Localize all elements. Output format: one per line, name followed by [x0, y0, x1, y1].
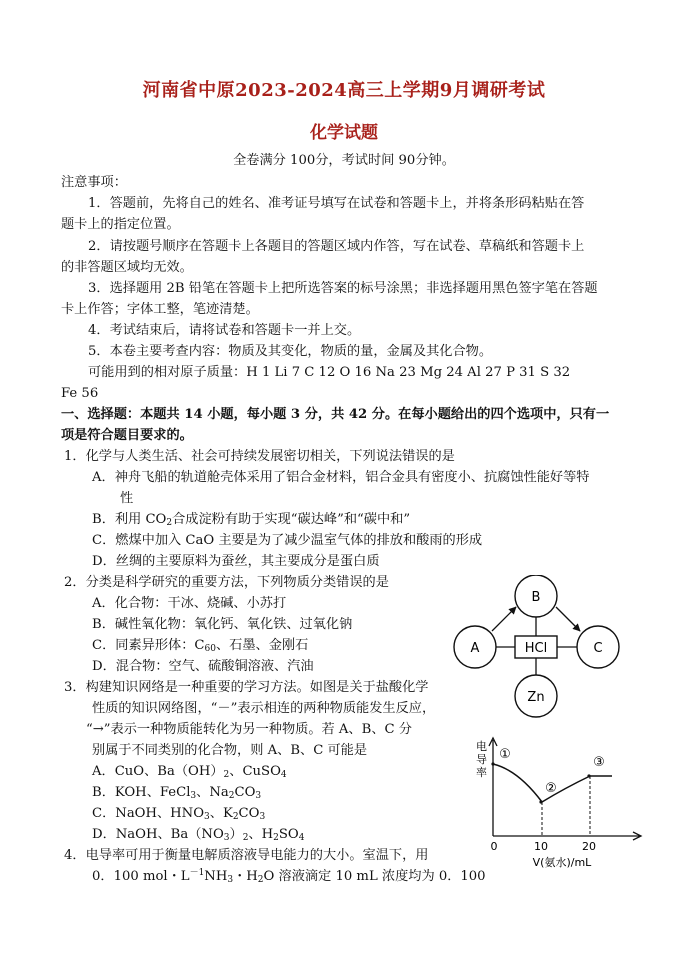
node-c-label: C [593, 641, 603, 656]
data-point-label-3: ③ [593, 755, 605, 770]
question-2-option-a: A．化合物：干冰、烧碱、小苏打 [92, 596, 287, 611]
node-a-label: A [470, 641, 480, 656]
question-1-option-a-line-2: 性 [120, 491, 134, 506]
question-3-option-c: C．NaOH、$HNO_3$、$K_2CO_3$ [92, 806, 266, 822]
section-1-heading-line-1: 一、选择题：本题共 14 小题，每小题 3 分，共 42 分。在每小题给出的四个选项中，只有一 [61, 407, 610, 422]
question-2-option-b: B．碱性氧化物：氧化钙、氧化铁、过氧化钠 [92, 617, 353, 632]
note-3-line-1: 3．选择题用 2B 铅笔在答题卡上把所选答案的标号涂黑；非选择题用黑色签字笔在答题 [88, 281, 598, 296]
arrow-b-to-c [556, 607, 580, 631]
section-1-heading-line-2: 项是符合题目要求的。 [61, 428, 193, 443]
arrow-a-to-b [492, 607, 516, 631]
question-3-option-b: B．KOH、FeCl$_3$、$Na_2CO_3$ [92, 785, 262, 801]
question-3-stem-line-3: “→”表示一种物质能转化为另一种物质。若 A、B、C 分 [86, 722, 412, 737]
note-2-line-1: 2．请按题号顺序在答题卡上各题目的答题区域内作答，写在试卷、草稿纸和答题卡上 [88, 239, 585, 254]
x-axis-label: V(氨水)/mL [532, 856, 592, 869]
node-zn-label: Zn [527, 690, 545, 705]
y-axis-label-char-3: 率 [476, 766, 487, 779]
note-1-line-1: 1．答题前，先将自己的姓名、准考证号填写在试卷和答题卡上，并将条形码粘贴在答 [88, 196, 585, 211]
notes-heading: 注意事项： [61, 175, 127, 190]
question-3-stem-line-4: 别属于不同类别的化合物，则 A、B、C 可能是 [92, 743, 368, 758]
note-2-line-2: 的非答题区域均无效。 [61, 260, 193, 275]
hcl-label: HCl [524, 641, 548, 656]
question-3-option-a: A．CuO、$Ba(OH)_2$、CuSO$_4$ [92, 764, 287, 780]
question-2-option-d: D．混合物：空气、硫酸铜溶液、汽油 [92, 659, 314, 674]
question-3-stem-line-2: 性质的知识网络图，“－”表示相连的两种物质能发生反应， [92, 701, 436, 716]
exam-info: 全卷满分 100分，考试时间 90分钟。 [233, 153, 455, 168]
data-point-label-1: ① [499, 747, 511, 762]
question-1-option-b: B．利用 $CO_2$合成淀粉有助于实现“碳达峰”和“碳中和” [92, 512, 411, 528]
note-3-line-2: 卡上作答；字体工整，笔迹清楚。 [61, 302, 259, 317]
data-point-2 [539, 800, 542, 803]
y-axis-label-char-2: 导 [476, 753, 487, 766]
question-1-stem: 1．化学与人类生活、社会可持续发展密切相关，下列说法错误的是 [64, 449, 455, 464]
atomic-masses-line-2: Fe 56 [61, 386, 99, 401]
data-point-3 [587, 774, 590, 777]
exam-title: 河南省中原2023-2024高三上学期9月调研考试 [142, 80, 546, 101]
question-1-option-c: C．燃煤中加入 CaO 主要是为了减少温室气体的排放和酸雨的形成 [92, 533, 483, 548]
x-tick-label-20: 20 [582, 840, 596, 853]
question-2-stem: 2．分类是科学研究的重要方法，下列物质分类错误的是 [64, 575, 389, 590]
data-point-1 [491, 762, 494, 765]
conductivity-chart [470, 732, 655, 872]
y-axis-label-char-1: 电 [476, 740, 487, 753]
question-4-stem-line-2: 0．100 mol・$L^{-1}NH_3$・$H_2O$ 溶液滴定 10 mL 浓度均为 0．100 [92, 868, 486, 885]
question-1-option-a-line-1: A．神舟飞船的轨道舱壳体采用了铝合金材料，铝合金具有密度小、抗腐蚀性能好等特 [92, 470, 590, 485]
question-1-option-d: D．丝绸的主要原料为蚕丝，其主要成分是蛋白质 [92, 554, 380, 569]
origin-label: 0 [490, 840, 498, 853]
data-point-label-2: ② [545, 781, 557, 796]
note-5: 5．本卷主要考查内容：物质及其变化，物质的量，金属及其化合物。 [88, 344, 493, 359]
question-3-stem-line-1: 3．构建知识网络是一种重要的学习方法。如图是关于盐酸化学 [64, 680, 429, 695]
node-b-label: B [531, 590, 541, 605]
question-3-option-d: D．NaOH、$Ba(NO_3)_2$、$H_2SO_4$ [92, 827, 305, 843]
note-4: 4．考试结束后，请将试卷和答题卡一并上交。 [88, 323, 361, 338]
x-tick-label-10: 10 [534, 840, 548, 853]
atomic-masses-line-1: 可能用到的相对原子质量：H 1 Li 7 C 12 O 16 Na 23 Mg 24 Al 27 P 31 S 32 [88, 365, 571, 380]
question-4-stem-line-1: 4．电导率可用于衡量电解质溶液导电能力的大小。室温下，用 [64, 848, 429, 863]
exam-subtitle: 化学试题 [310, 123, 378, 143]
note-1-line-2: 题卡上的指定位置。 [61, 217, 180, 232]
question-2-option-c: C．同素异形体：$C_{60}$、石墨、金刚石 [92, 638, 309, 654]
hcl-network-diagram [452, 575, 632, 725]
